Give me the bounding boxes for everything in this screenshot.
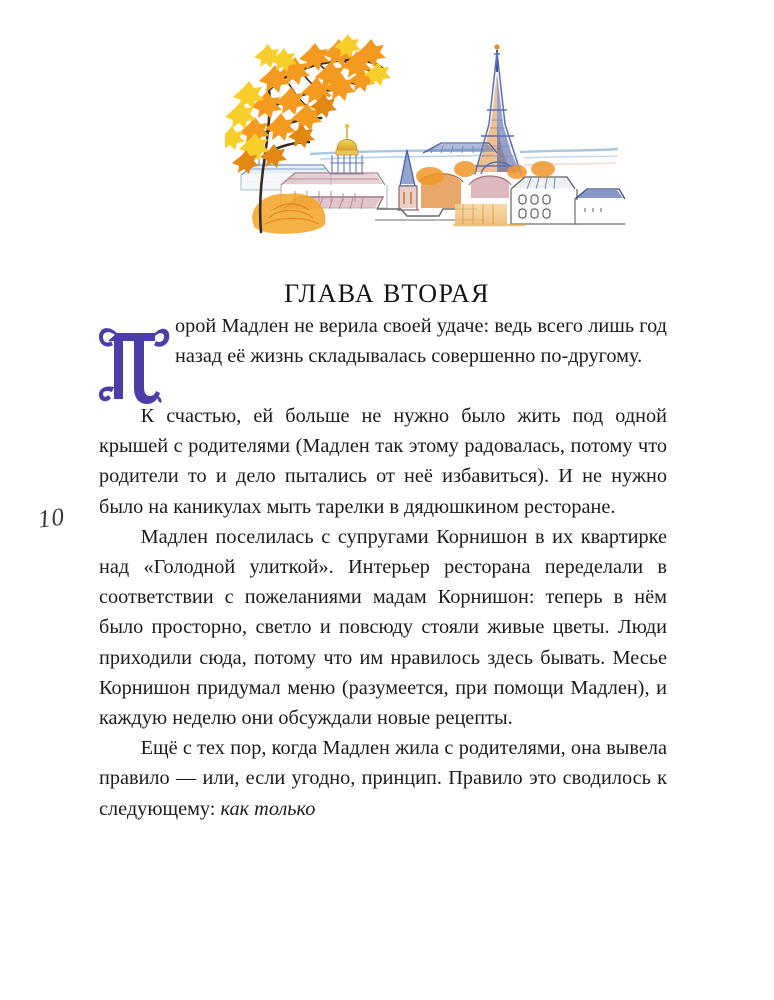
- paragraph-3: [99, 522, 667, 733]
- paragraph-4-italic-tail: как только: [220, 797, 316, 820]
- paragraph-1: [99, 311, 667, 401]
- paragraph-2-text: К счастью, ей больше не нужно было жить под одной крышей с родителями (Мадлен так этому радовалась, потому что родители то и дело пытались от неё избавиться). И не нужно было на каникулах мыть тарелки в дядюшкином ресторане.: [99, 405, 667, 518]
- church-spire: [397, 150, 419, 210]
- paragraph-4: [99, 733, 667, 824]
- orange-foliage-bush: [252, 193, 325, 233]
- golden-dome: [330, 124, 364, 174]
- page-number: 10: [36, 503, 67, 534]
- chapter-title: ГЛАВА ВТОРАЯ: [284, 279, 490, 309]
- paragraph-2: [99, 401, 667, 522]
- body-text: [99, 311, 667, 824]
- paragraph-4-text: Ещё с тех пор, когда Мадлен жила с родителями, она вывела правило — или, если угодно, принцип. Правило это сводилось к следующему:: [99, 737, 667, 820]
- maple-leaves: [225, 34, 391, 174]
- paragraph-3-text: Мадлен поселилась с супругами Корнишон в их квартирке над «Голодной улиткой». Интерьер ресторана переделали в соответствии с пожеланиями мадам Корнишон: теперь в нём было просторно, светло и повсюду стояли живые цветы. Люди приходили сюда, потому что им нравилось здесь бывать. Месье Корнишон придумал меню (разумеется, при помощи Мадлен), и каждую неделю они обсуждали новые рецепты.: [99, 525, 667, 730]
- paragraph-1-text: орой Мадлен не верила своей удаче: ведь всего лишь год назад её жизнь складывалась совершенно по-другому.: [175, 315, 667, 368]
- drop-cap-letter-p: [97, 315, 171, 401]
- paris-autumn-skyline-illustration: [225, 32, 625, 237]
